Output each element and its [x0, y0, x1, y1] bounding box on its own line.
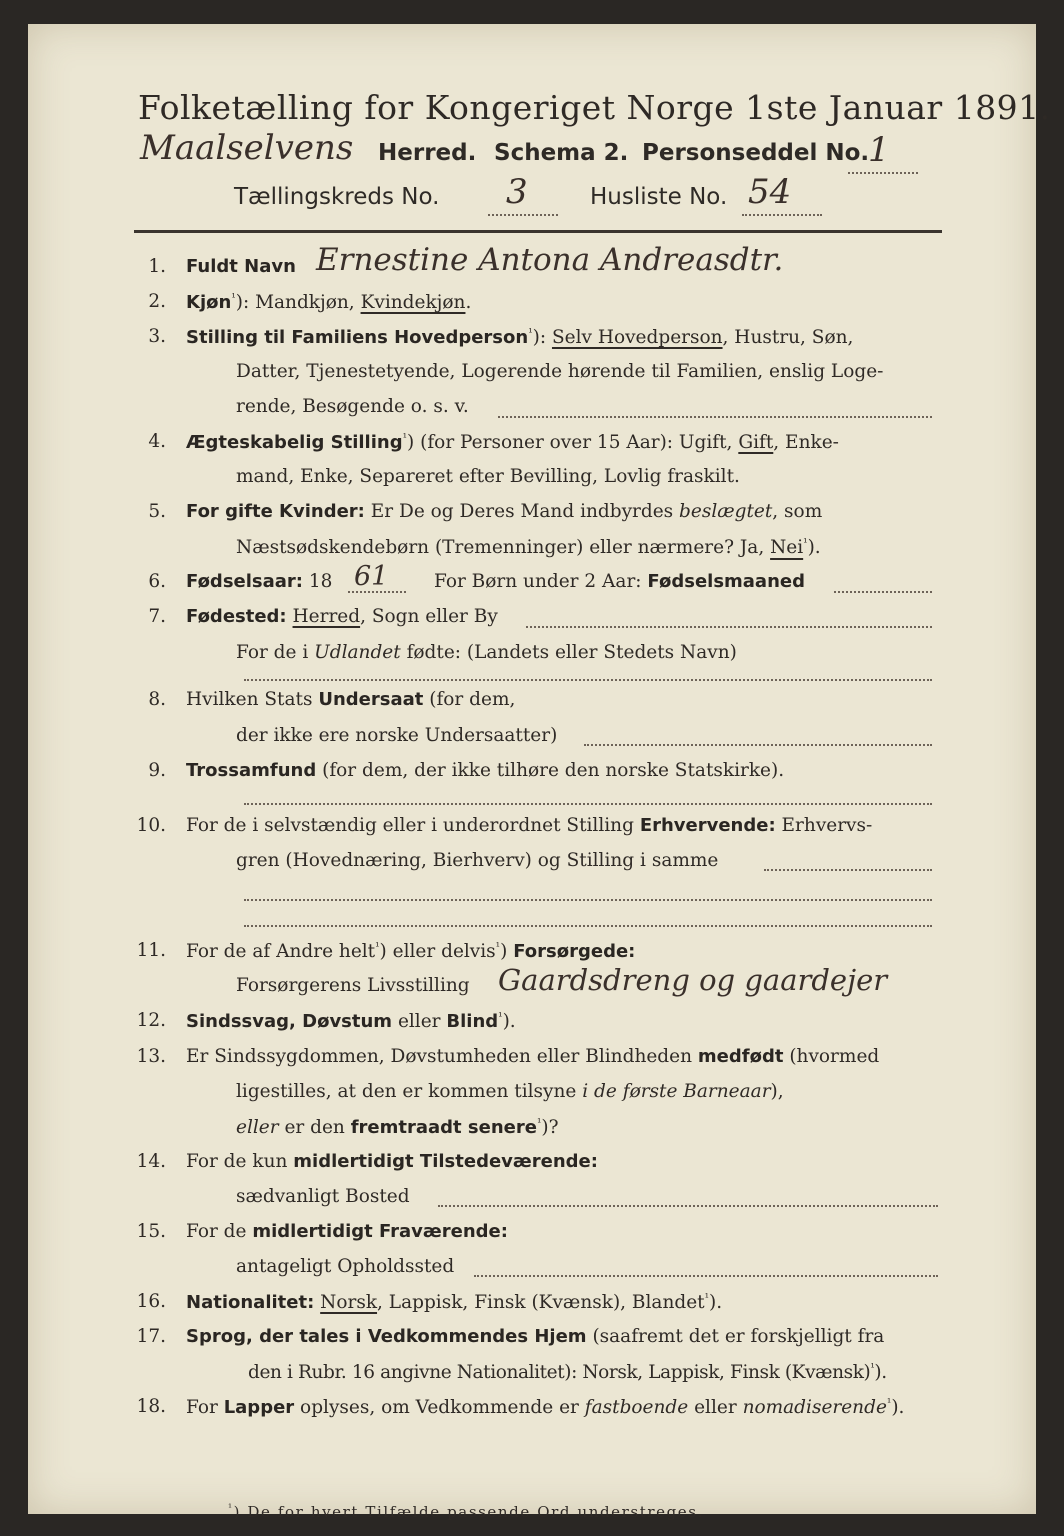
census-form — [28, 24, 1051, 1514]
herred-value: Maalselvens — [140, 128, 354, 168]
q6-num: 6. — [148, 571, 166, 593]
q16-selected: Norsk — [320, 1292, 378, 1313]
q2-num: 2. — [148, 291, 166, 313]
personseddel-dots — [848, 172, 918, 174]
header-rule — [134, 230, 942, 233]
q3-line3: rende, Besøgende o. s. v. — [236, 396, 469, 418]
q5-selected: Nei — [770, 537, 804, 559]
q6-label: Fødselsaar: — [186, 571, 303, 593]
q14-line2: sædvanligt Bosted — [236, 1185, 410, 1207]
q6-row: Fødselsaar: 18 — [186, 571, 333, 593]
q9-label: Trossamfund — [186, 759, 317, 781]
kreds-dots — [488, 214, 558, 216]
q3-selected: Selv Hovedperson — [551, 327, 723, 349]
q12-line1: Sindssvag, Døvstum eller Blind$^{^1}$). — [186, 1010, 516, 1033]
q6-child: For Børn under 2 Aar: Fødselsmaaned — [434, 571, 805, 593]
q15-label: midlertidigt Fraværende: — [252, 1220, 508, 1242]
form-title: Folketælling for Kongeriget Norge 1ste Januar 1891. — [138, 88, 1051, 127]
q12-num: 12. — [136, 1010, 166, 1032]
q15-dots — [474, 1275, 938, 1277]
schema-label: Schema 2. — [494, 140, 629, 166]
q4-line1: Ægteskabelig Stilling$^{^1}$) (for Personer over 15 Aar): Ugift, Gift, Enke- — [186, 431, 839, 454]
personseddel-label: Personseddel No. — [642, 140, 870, 166]
q13-label: medfødt — [697, 1045, 784, 1067]
kreds-value: 3 — [506, 172, 528, 212]
q18-line1: For Lapper oplyses, om Vedkommende er fastboende eller nomadiserende$^{^1}$). — [186, 1396, 905, 1419]
q6-dots-2 — [834, 591, 932, 593]
q13-num: 13. — [136, 1045, 166, 1067]
q10-line1: For de i selvstændig eller i underordnet Stilling Erhvervende: Erhvervs- — [186, 814, 873, 836]
q4-selected: Gift — [738, 432, 774, 454]
q4-num: 4. — [148, 431, 166, 453]
q14-dots — [438, 1205, 938, 1207]
q1-num: 1. — [148, 256, 166, 277]
q6-dots-1 — [348, 591, 406, 593]
q15-line1: For de midlertidigt Fraværende: — [186, 1220, 508, 1242]
q13-line3: eller er den fremtraadt senere$^{^1}$)? — [236, 1115, 559, 1138]
kreds-label: Tællingskreds No. — [234, 184, 440, 210]
q10-dots-3 — [244, 925, 932, 927]
q15-line2: antageligt Opholdssted — [236, 1255, 455, 1277]
q3-dots — [498, 416, 932, 418]
q3-line1: Stilling til Familiens Hovedperson$^{^1}$): Selv Hovedperson, Hustru, Søn, — [186, 326, 854, 349]
q4-label: Ægteskabelig Stilling — [186, 432, 403, 454]
q10-line2: gren (Hovednæring, Bierhverv) og Stilling i samme — [236, 849, 719, 871]
q2-label: Kjøn — [186, 292, 232, 314]
q7-line1: Fødested: Herred, Sogn eller By — [186, 606, 498, 628]
q7-line2: For de i Udlandet fødte: (Landets eller Stedets Navn) — [236, 641, 737, 663]
q2-selected: Kvindekjøn — [360, 292, 466, 314]
q10-num: 10. — [136, 814, 166, 836]
q16-line1: Nationalitet: Norsk, Lappisk, Finsk (Kvænsk), Blandet$^{^1}$). — [186, 1290, 723, 1313]
q16-num: 16. — [136, 1290, 166, 1312]
q11-line1: For de af Andre helt$^{^1}$) eller delvis$^{^1}$) Forsørgede: — [186, 940, 636, 963]
q11-line2: Forsørgerens Livsstilling — [236, 975, 470, 997]
husliste-value: 54 — [748, 172, 792, 212]
personseddel-value: 1 — [868, 130, 890, 170]
q7-dots-2 — [244, 679, 932, 681]
q17-line2: den i Rubr. 16 angivne Nationalitet): Norsk, Lappisk, Finsk (Kvænsk)$^{^1}$). — [248, 1360, 887, 1384]
q14-line1: For de kun midlertidigt Tilstedeværende: — [186, 1150, 598, 1172]
q1-value: Ernestine Antona Andreasdtr. — [316, 242, 784, 279]
husliste-dots — [742, 214, 822, 216]
q18-num: 18. — [136, 1396, 166, 1417]
q17-label: Sprog, der tales i Vedkommendes Hjem — [186, 1325, 587, 1347]
q2-row: Kjøn$^{^1}$): Mandkjøn, Kvindekjøn. — [186, 291, 472, 314]
q10-label: Erhvervende: — [639, 814, 776, 836]
footnote: $^{^1}$) De for hvert Tilfælde passende Ord understreges. — [228, 1503, 704, 1521]
q8-num: 8. — [148, 689, 166, 711]
q8-line1: Hvilken Stats Undersaat (for dem, — [186, 689, 516, 711]
q10-dots-1 — [764, 869, 932, 871]
q3-num: 3. — [148, 326, 166, 348]
q5-line2: Næstsødskendebørn (Tremenninger) eller nærmere? Ja, Nei$^{^1}$). — [236, 536, 821, 559]
q17-line1: Sprog, der tales i Vedkommendes Hjem (saafremt det er forskjelligt fra — [186, 1325, 885, 1347]
q5-num: 5. — [148, 501, 166, 523]
q15-num: 15. — [136, 1220, 166, 1242]
q7-label: Fødested: — [186, 606, 287, 628]
q16-label: Nationalitet: — [186, 1292, 315, 1313]
q7-num: 7. — [148, 606, 166, 628]
q3-label: Stilling til Familiens Hovedperson — [186, 327, 529, 349]
q7-dots-1 — [526, 626, 932, 628]
q5-label: For gifte Kvinder: — [186, 501, 365, 523]
q9-line1: Trossamfund (for dem, der ikke tilhøre den norske Statskirke). — [186, 759, 785, 781]
q4-line2: mand, Enke, Separeret efter Bevilling, Lovlig fraskilt. — [236, 466, 740, 488]
husliste-label: Husliste No. — [590, 184, 728, 210]
q8-dots — [584, 744, 932, 746]
q9-num: 9. — [148, 759, 166, 781]
q13-line1: Er Sindssygdommen, Døvstumheden eller Blindheden medfødt (hvormed — [186, 1045, 880, 1067]
q10-dots-2 — [244, 899, 932, 901]
q9-dots — [244, 803, 932, 805]
q7-selected: Herred — [292, 606, 361, 628]
q13-line2: ligestilles, at den er kommen tilsyne i de første Barneaar), — [236, 1080, 784, 1102]
q12-label: Sindssvag, Døvstum — [186, 1011, 393, 1033]
q6-value: 61 — [354, 561, 389, 593]
q5-line1: For gifte Kvinder: Er De og Deres Mand indbyrdes beslægtet, som — [186, 501, 823, 523]
q17-num: 17. — [136, 1325, 166, 1347]
herred-label: Herred. — [378, 140, 477, 166]
q14-num: 14. — [136, 1150, 166, 1172]
q1-label: Fuldt Navn — [186, 256, 296, 277]
q11-num: 11. — [136, 940, 166, 962]
q18-label: Lapper — [223, 1397, 295, 1419]
q3-line2: Datter, Tjenestetyende, Logerende hørende til Familien, enslig Loge- — [236, 361, 884, 383]
q11-label: Forsørgede: — [513, 941, 636, 963]
q14-label: midlertidigt Tilstedeværende: — [293, 1150, 598, 1172]
q8-label: Undersaat — [318, 689, 424, 711]
q8-line2: der ikke ere norske Undersaatter) — [236, 724, 558, 746]
q11-value: Gaardsdreng og gaardejer — [498, 963, 888, 998]
